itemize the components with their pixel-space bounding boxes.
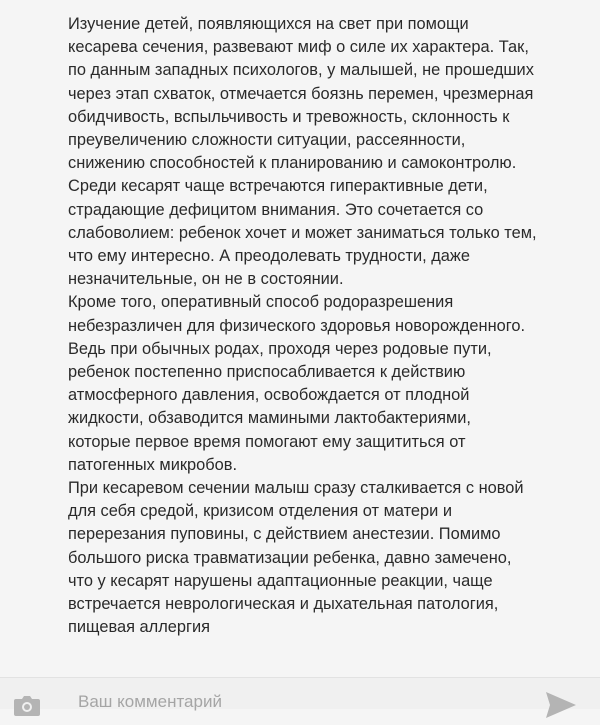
- post-paragraph: Кроме того, оперативный способ родоразрешения небезразличен для физического здоровья новорожденного. Ведь при обычных родах, проходя через родовые пути, ребенок постепенно приспосабливается к действию атмосферного давления, освобождается от плодной жидкости, обзаводится мамиными лактобактериями, которые первое время помогают ему защититься от патогенных микробов.: [68, 293, 526, 474]
- send-button[interactable]: [544, 690, 578, 720]
- send-icon: [544, 690, 578, 720]
- camera-icon: [12, 690, 42, 720]
- post-paragraph: При кесаревом сечении малыш сразу сталкивается с новой для себя средой, кризисом отделения от матери и перерезания пуповины, с действием анестезии. Помимо большого риска травматизации ребенка, давно замечено, что у кесарят нарушены адаптационные реакции, чаще встречается неврологическая и дыхательная патология, пищевая аллергия: [68, 479, 524, 637]
- post-paragraph: Изучение детей, появляющихся на свет при помощи кесарева сечения, развевают миф о силе их характера. Так, по данным западных психологов, у малышей, не прошедших через этап схваток, отмечается боязнь перемен, чрезмерная обидчивость, вспыльчивость и тревожность, склонность к преувеличению сложности ситуации, рассеянности, снижению способностей к планированию и самоконтролю. Среди кесарят чаще встречаются гиперактивные дети, страдающие дефицитом внимания. Это сочетается со слабоволием: ребенок хочет и может заниматься только тем, что ему интересно. А преодолевать трудности, даже незначительные, он не в состоянии.: [68, 15, 537, 289]
- comment-bar: [0, 677, 600, 709]
- post-text: [68, 13, 590, 639]
- attach-photo-button[interactable]: [12, 690, 42, 720]
- comment-input[interactable]: [78, 688, 518, 716]
